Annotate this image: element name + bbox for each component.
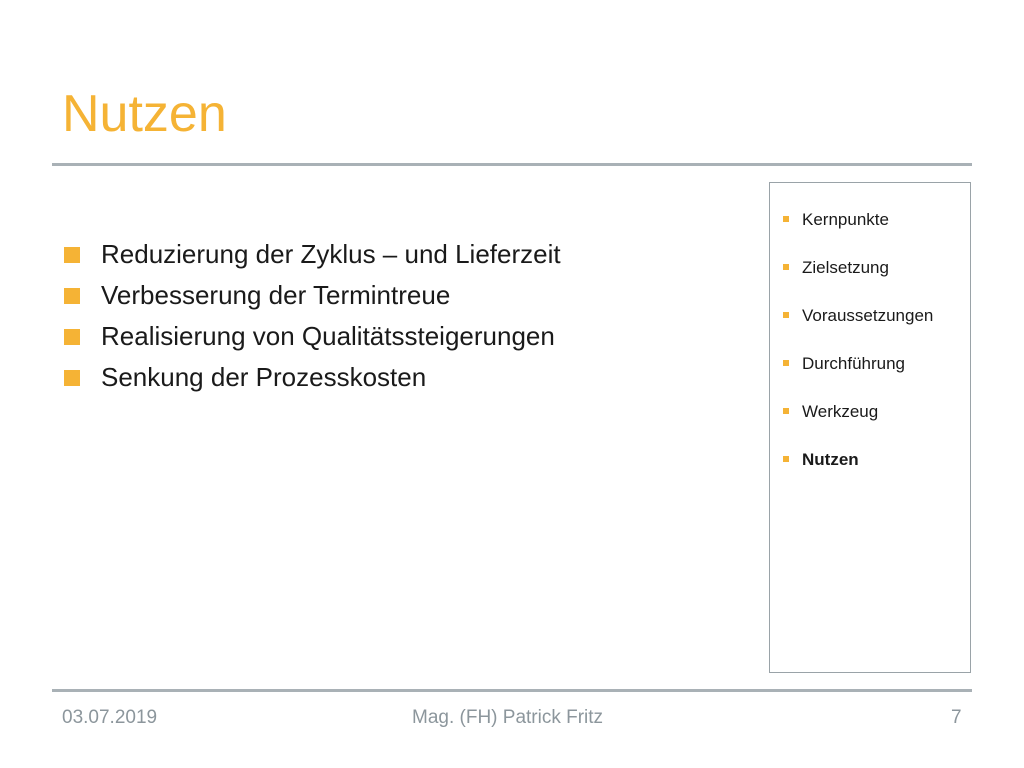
- agenda-item-voraussetzungen: [783, 306, 933, 354]
- footer-divider: [52, 689, 972, 692]
- bullet-list: [64, 234, 561, 398]
- agenda-item-werkzeug: [783, 402, 933, 450]
- title-divider: [52, 163, 972, 166]
- bullet-text: Senkung der Prozesskosten: [101, 362, 427, 392]
- small-square-bullet-icon: [783, 456, 789, 462]
- small-square-bullet-icon: [783, 216, 789, 222]
- agenda-item-label-active: Nutzen: [802, 450, 859, 469]
- bullet-item: [64, 275, 561, 316]
- small-square-bullet-icon: [783, 264, 789, 270]
- small-square-bullet-icon: [783, 408, 789, 414]
- square-bullet-icon: [64, 370, 80, 386]
- agenda-item-label: Voraussetzungen: [802, 306, 934, 325]
- agenda-item-nutzen: [783, 450, 933, 498]
- agenda-list: [783, 210, 933, 498]
- footer-author: Mag. (FH) Patrick Fritz: [412, 707, 604, 728]
- square-bullet-icon: [64, 247, 80, 263]
- bullet-item: [64, 357, 561, 398]
- agenda-item-label: Werkzeug: [802, 402, 879, 421]
- square-bullet-icon: [64, 288, 80, 304]
- small-square-bullet-icon: [783, 360, 789, 366]
- bullet-text: Reduzierung der Zyklus – und Lieferzeit: [101, 239, 561, 269]
- bullet-item: [64, 316, 561, 357]
- agenda-item-label: Durchführung: [802, 354, 906, 373]
- square-bullet-icon: [64, 329, 80, 345]
- agenda-item-durchfuehrung: [783, 354, 933, 402]
- bullet-item: [64, 234, 561, 275]
- agenda-item-zielsetzung: [783, 258, 933, 306]
- page-number: 7: [951, 707, 962, 728]
- bullet-text: Realisierung von Qualitätssteigerungen: [101, 321, 555, 351]
- agenda-item-label: Zielsetzung: [802, 258, 889, 277]
- agenda-item-label: Kernpunkte: [802, 210, 889, 229]
- small-square-bullet-icon: [783, 312, 789, 318]
- bullet-text: Verbesserung der Termintreue: [101, 280, 451, 310]
- slide-title: Nutzen: [62, 85, 227, 143]
- agenda-item-kernpunkte: [783, 210, 933, 258]
- agenda-box: [769, 182, 971, 673]
- footer-date: 03.07.2019: [62, 707, 158, 728]
